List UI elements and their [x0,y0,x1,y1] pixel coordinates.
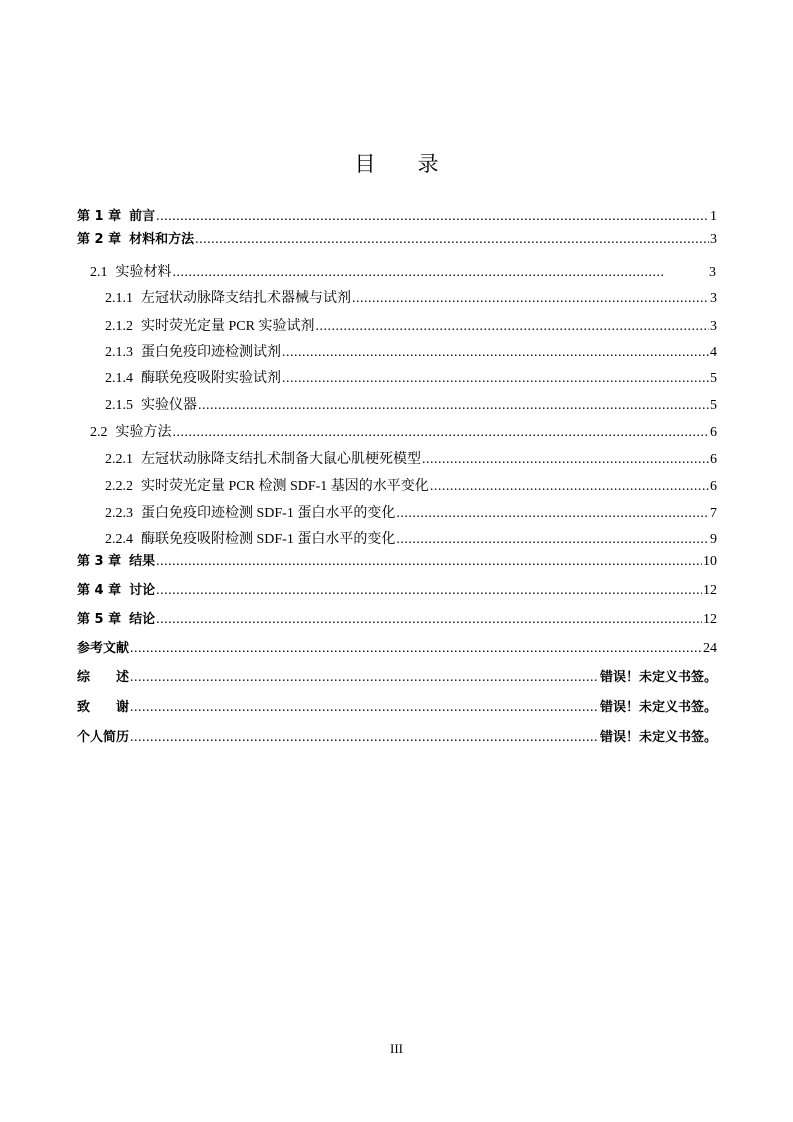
toc-entry-page: 3 [709,265,716,280]
toc-entry-page: 10 [703,554,717,569]
toc-leader-dots [195,231,709,249]
toc-entry-acknowledgements[interactable] [77,699,717,717]
toc-entry-number: 2.1.5 [105,398,133,413]
toc-leader-dots [198,397,709,415]
toc-leader-dots [396,505,709,523]
toc-leader-dots [173,424,710,442]
toc-leader-dots [156,553,702,571]
toc-entry-label: 结论 [129,612,156,627]
toc-entry-2-1-4[interactable] [105,370,717,388]
toc-entry-label: 左冠状动脉降支结扎术制备大鼠心肌梗死模型 [141,452,421,467]
page-number: III [390,1041,403,1056]
toc-entry-number: 2.2.2 [105,479,133,494]
toc-entry-number: 第 3 章 [77,554,122,569]
toc-entry-number: 第 4 章 [77,583,122,598]
toc-entry-2-2-3[interactable] [105,505,717,523]
toc-entry-page: 4 [710,345,717,360]
toc-entry-number: 2.2.4 [105,532,133,547]
toc-entry-page: 5 [710,371,717,386]
toc-entry-2-2-1[interactable] [105,451,717,469]
toc-entry-page: 错误！未定义书签。 [599,670,717,685]
toc-entry-label: 左冠状动脉降支结扎术器械与试剂 [141,291,351,306]
toc-entry-review[interactable] [77,669,717,687]
toc-entry-label: 酶联免疫吸附检测 SDF-1 蛋白水平的变化 [141,532,396,547]
toc-entry-page: 1 [710,209,717,224]
page-title: 目 录 [354,152,439,176]
toc-entry-page: 24 [703,641,717,656]
toc-entry-number: 第 2 章 [77,232,122,247]
toc-entry-number: 2.2 [90,425,108,440]
toc-leader-dots [130,669,599,687]
toc-entry-page: 3 [710,232,717,247]
toc-entry-number: 2.1.2 [105,319,133,334]
toc-entry-chapter-3[interactable] [77,553,717,571]
toc-entry-page: 12 [703,583,717,598]
toc-entry-label: 蛋白免疫印迹检测 SDF-1 蛋白水平的变化 [141,506,396,521]
toc-entry-number: 2.1.1 [105,291,133,306]
toc-leader-dots [173,264,663,282]
toc-entry-page: 9 [710,532,717,547]
toc-entry-page: 错误！未定义书签。 [599,700,717,715]
toc-entry-label: 实验方法 [115,425,172,440]
toc-entry-page: 6 [710,452,717,467]
toc-entry-label: 前言 [129,209,156,224]
toc-entry-label: 讨论 [129,583,156,598]
toc-leader-dots [130,699,599,717]
toc-entry-page: 3 [710,319,717,334]
toc-entry-number: 第 1 章 [77,209,122,224]
toc-entry-chapter-2[interactable] [77,231,717,249]
toc-entry-label: 酶联免疫吸附实验试剂 [141,371,281,386]
toc-entry-label: 实验仪器 [141,398,197,413]
toc-leader-dots [130,729,599,747]
toc-leader-dots [282,344,709,362]
toc-entry-label: 材料和方法 [129,232,195,247]
toc-leader-dots [156,208,709,226]
toc-entry-label: 结果 [129,554,156,569]
toc-entry-label: 实时荧光定量 PCR 检测 SDF-1 基因的水平变化 [141,479,429,494]
toc-entry-number: 2.1.3 [105,345,133,360]
toc-leader-dots [156,582,702,600]
toc-leader-dots [352,290,709,308]
toc-leader-dots [130,640,702,658]
toc-entry-page: 6 [710,479,717,494]
toc-leader-dots [315,318,709,336]
toc-entry-references[interactable] [77,640,717,658]
toc-entry-label: 个人简历 [77,730,130,745]
toc-entry-2-2[interactable] [90,424,717,442]
toc-entry-2-1-1[interactable] [105,290,717,308]
toc-entry-label: 实时荧光定量 PCR 实验试剂 [141,319,315,334]
toc-entry-2-2-2[interactable] [105,478,717,496]
toc-leader-dots [430,478,709,496]
toc-entry-chapter-1[interactable] [77,208,717,226]
toc-entry-label: 参考文献 [77,641,130,656]
toc-leader-dots [422,451,709,469]
toc-entry-label: 蛋白免疫印迹检测试剂 [141,345,281,360]
toc-entry-2-1-5[interactable] [105,397,717,415]
toc-entry-chapter-5[interactable] [77,611,717,629]
toc-entry-number: 第 5 章 [77,612,122,627]
toc-entry-page: 6 [710,425,717,440]
toc-entry-2-1-3[interactable] [105,344,717,362]
toc-entry-page: 12 [703,612,717,627]
toc-entry-2-1-2[interactable] [105,318,717,336]
toc-entry-label: 综 述 [77,670,130,685]
toc-entry-number: 2.2.1 [105,452,133,467]
toc-entry-resume[interactable] [77,729,717,747]
toc-leader-dots [282,370,709,388]
toc-entry-page: 7 [710,506,717,521]
toc-entry-chapter-4[interactable] [77,582,717,600]
toc-entry-2-1[interactable] [90,264,716,282]
toc-leader-dots [396,531,709,549]
toc-entry-label: 实验材料 [115,265,172,280]
toc-entry-page: 5 [710,398,717,413]
toc-entry-number: 2.2.3 [105,506,133,521]
toc-entry-label: 致 谢 [77,700,130,715]
toc-entry-2-2-4[interactable] [105,531,717,549]
toc-entry-number: 2.1.4 [105,371,133,386]
toc-entry-page: 错误！未定义书签。 [599,730,717,745]
toc-entry-page: 3 [710,291,717,306]
toc-leader-dots [156,611,702,629]
toc-entry-number: 2.1 [90,265,108,280]
